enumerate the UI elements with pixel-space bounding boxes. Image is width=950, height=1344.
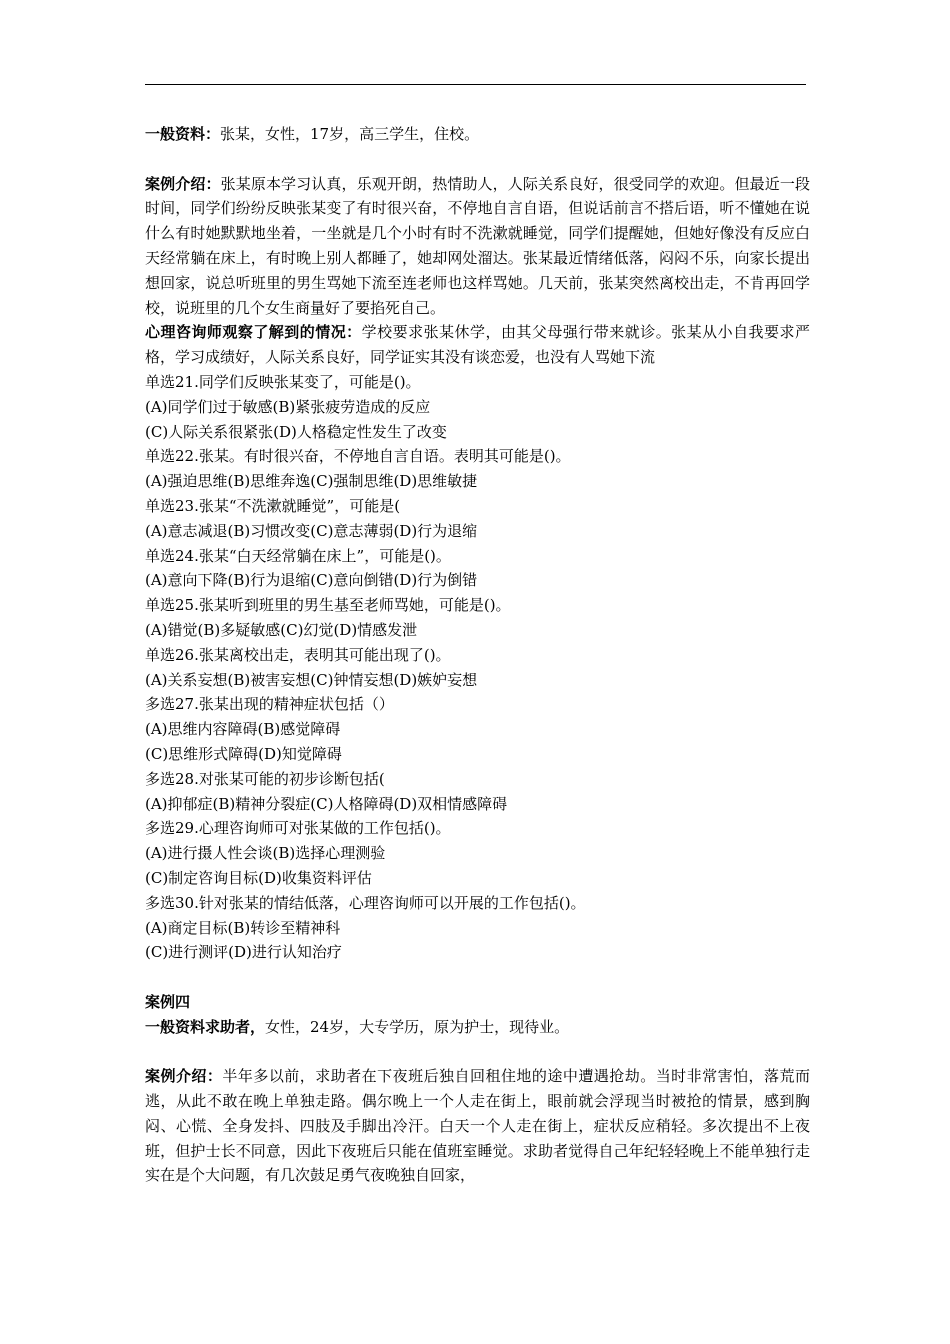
question-list [145,370,810,965]
answer-options: (C)进行测评(D)进行认知治疗 [145,943,342,962]
question-line: 多选29.心理咨询师可对张某做的工作包括()。 [145,819,451,838]
answer-options: (C)人际关系很紧张(D)人格稳定性发生了改变 [145,422,447,441]
case4-intro-label: 案例介绍： [145,1067,223,1086]
answer-options: (A)错觉(B)多疑敏感(C)幻觉(D)情感发泄 [145,620,418,639]
question-line: 多选30.针对张某的情结低落，心理咨询师可以开展的工作包括()。 [145,893,586,912]
case3-observe-text: 学校要求张某休学，由其父母强行带来就诊。张某从小自我要求严格，学习成绩好，人际关系良好，同学证实其没有谈恋爱，也没有人骂她下流 [145,323,810,367]
case3-observation [145,320,810,370]
question-line: 多选27.张某出现的精神症状包括（） [145,695,394,714]
answer-options: (A)意志减退(B)习惯改变(C)意志薄弱(D)行为退缩 [145,521,478,540]
question-line: 单选21.同学们反映张某变了，可能是()。 [145,372,421,391]
question-line: 单选23.张某“不洗漱就睡觉”，可能是( [145,496,401,515]
case3-observe-label: 心理咨询师观察了解到的情况： [145,323,362,342]
case4-intro-text: 半年多以前，求助者在下夜班后独自回租住地的途中遭遇抢劫。当时非常害怕，落荒而逃，从此不敢在晚上单独走路。偶尔晚上一个人走在街上，眼前就会浮现当时被抢的情景，感到胸闷、心慌、全身发抖、四肢及手脚出冷汗。白天一个人走在街上，症状反应稍轻。多次提出不上夜班，但护士长不同意，因此下夜班后只能在值班室睡觉。求助者觉得自己年纪轻轻晚上不能单独行走实在是个大问题，有几次鼓足勇气夜晚独自回家， [145,1067,810,1185]
answer-options: (C)制定咨询目标(D)收集资料评估 [145,868,372,887]
case3-intro-label: 案例介绍： [145,174,221,193]
case3-intro [145,172,810,321]
blank-line [145,1039,810,1064]
question-line: 多选28.对张某可能的初步诊断包括( [145,769,385,788]
header-rule [145,84,806,85]
answer-options: (A)强迫思维(B)思维奔逸(C)强制思维(D)思维敏捷 [145,472,478,491]
answer-options: (C)思维形式障碍(D)知觉障碍 [145,744,342,763]
answer-options: (A)抑郁症(B)精神分裂症(C)人格障碍(D)双相情感障碍 [145,794,508,813]
question-line: 单选25.张某听到班里的男生基至老师骂她，可能是()。 [145,596,511,615]
answer-options: (A)商定目标(B)转诊至精神科 [145,918,341,937]
case3-basic-text: 张某，女性，17岁，高三学生，住校。 [220,125,480,143]
answer-options: (A)同学们过于敏感(B)紧张疲劳造成的反应 [145,397,431,416]
case4-intro [145,1064,810,1188]
case3-basic-info [145,122,810,147]
case3-intro-text: 张某原本学习认真，乐观开朗，热情助人，人际关系良好，很受同学的欢迎。但最近一段时间，同学们纷纷反映张某变了有时很兴奋，不停地自言自语，但说话前言不搭后语，听不懂她在说什么有时她默默地坐着，一坐就是几个小时有时不洗漱就睡觉，同学们提醒她，但她好像没有反应白天经常躺在床上，有时晚上别人都睡了，她却网处溜达。张某最近情绪低落，闷闷不乐，向家长提出想回家，说总听班里的男生骂她下流至连老师也这样骂她。几天前，张某突然离校出走，不肯再回学校，说班里的几个女生商量好了要掐死自己。 [145,174,810,317]
question-line: 单选22.张某。有时很兴奋，不停地自言自语。表明其可能是()。 [145,447,571,466]
question-line: 单选24.张某“白天经常躺在床上”，可能是()。 [145,546,451,565]
question-line: 单选26.张某离校出走，表明其可能出现了()。 [145,645,451,664]
case4-basic-info [145,1015,810,1040]
case4-heading: 案例四 [145,992,191,1011]
blank-line [145,965,810,990]
case3-basic-label: 一般资料： [145,125,221,143]
answer-options: (A)关系妄想(B)被害妄想(C)钟情妄想(D)嫉妒妄想 [145,670,478,689]
document-body [145,122,810,1188]
answer-options: (A)意向下降(B)行为退缩(C)意向倒错(D)行为倒错 [145,571,478,590]
case4-basic-text: 女性，24岁，大专学历，原为护士，现待业。 [265,1017,570,1036]
answer-options: (A)思维内容障碍(B)感觉障碍 [145,720,341,739]
blank-line [145,147,810,172]
answer-options: (A)进行摄人性会谈(B)选择心理测验 [145,844,386,863]
case4-basic-label: 一般资料求助者， [145,1017,266,1036]
